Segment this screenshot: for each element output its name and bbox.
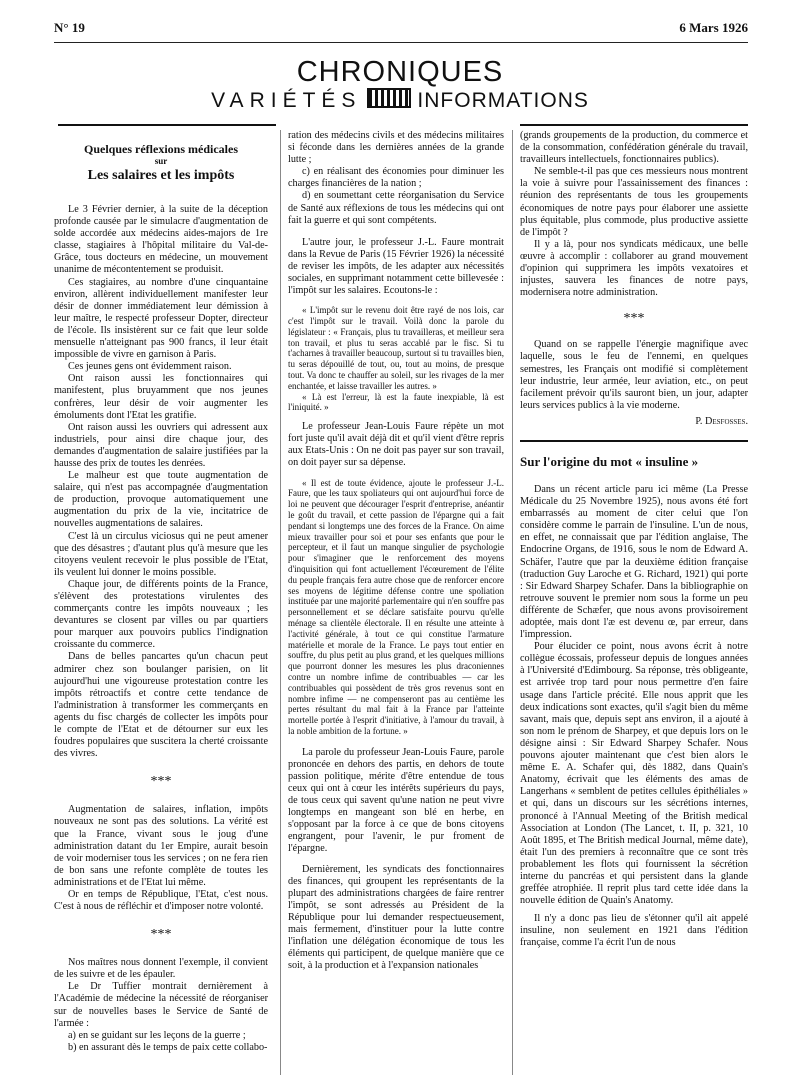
masthead-title: CHRONIQUES	[296, 56, 504, 88]
article-title: Les salaires et les impôts	[87, 168, 235, 183]
quotation: « Il est de toute évidence, ajoute le professeur J.-L. Faure, que les taux spoliateurs qui ont aujourd'hui force de loi ne peuvent que décourager l'esprit d'entreprise, anéantir le goût du travail, et cette passion de l'épargne qui a fait pendant si longtemps une des forces de la France. On aime mieux travailler pour soi et pour ses enfants que pour le percepteur, et il faut un manque singulier de psychologie pour s'imaginer que le renforcement des moyens d'inquisition qui font actuellement l'écœurement de l'élite du peuple français fera autre chose que de renforcer encore ses moyens de légitime défense contre une spoliation instituée par une majorité parlementaire qui n'en souffre pas personnellement et se déclare satisfaite pourvu qu'elle ménage sa clientèle électorale. Il en résulte une atteinte à l'activité générale, à tout ce qui constitue l'armature matérielle et morale de la France. Le pays tout entier en souffre, du plus petit au plus grand, et les quelques millions que pourront donner les mesures les plus draconiennes contre un nombre infime de contribuables — car les contribuables qui possèdent de très gros revenus sont en nombre infime — ne compenseront pas au centième les pertes résultant du mal fait à la France par l'atteinte mortelle portée à l'esprit d'initiative, à l'amour du travail, à la noble ambition de la fortune. »	[288, 477, 504, 736]
article-kicker-sur: sur	[154, 156, 168, 166]
paragraph: Il y a là, pour nos syndicats médicaux, une belle œuvre à accomplir : collaborer au grand mouvement d'opinion qui supprimera les impôts vexatoires et injustes, sauvera les finances de notre pays, modernisera notre administration.	[520, 238, 748, 299]
column-3	[520, 130, 748, 950]
page-header	[54, 20, 748, 43]
issue-date: 6 Mars 1926	[679, 20, 748, 35]
paragraph: Il n'y a donc pas lieu de s'étonner qu'il ait appelé insuline, non seulement en 1921 dans l'édition française, comme l'a écrit l'un de nous	[520, 913, 748, 949]
quotation: « L'impôt sur le revenu doit être rayé de nos lois, car c'est l'impôt sur le travail. Voilà donc la parole du législateur : « Français, plus tu travailleras, et meilleur sera ton travail, et plus tu seras accablé par le fisc. Si tu t'acharnes à travailler beaucoup, surtout si tu travailles bien, tu seras dépouillé de tout, ou, tout au moins, de presque tout. Va donc te chauffer au soleil, sur les rivages de la mer enchantée, et laisse travailler les autres. »	[288, 305, 504, 391]
paragraph: Chaque jour, de différents points de la France, s'élèvent des protestations virulentes des commerçants contre les impôts nouveaux ; les devantures se closent par villes ou par quartiers pour marquer aux pouvoirs publics l'indignation croissante du commerce.	[54, 578, 268, 651]
paragraph: Or en temps de République, l'Etat, c'est nous. C'est à nous de réfléchir et d'imposer notre volonté.	[54, 888, 268, 913]
paragraph: Ces jeunes gens ont évidemment raison.	[68, 361, 232, 373]
paragraph: Ont raison aussi les fonctionnaires qui manifestent, plus bruyamment que nos jeunes confrères, leur désir de voir augmenter les émoluments dont l'Etat les gratifie.	[54, 373, 268, 421]
paragraph: Le malheur est que toute augmentation de salaire, qui n'est pas accompagnée d'augmentation de production, provoque automatiquement une augmentation du prix de la vie, incitatrice de nouvelles augmentations de salaires.	[54, 470, 268, 530]
paragraph: Nos maîtres nous donnent l'exemple, il convient de les suivre et de les épauler.	[54, 957, 268, 981]
paragraph: Le 3 Février dernier, à la suite de la déception profonde causée par le simulacre d'augmentation de solde accordée aux médecins aides-majors de 1re classe, stagiaires à l'hôpital militaire du Val-de-Grâce, tous docteurs en médecine, un mouvement unanime de mécontentement se produisit.	[54, 204, 268, 276]
paragraph: Le Dr Tuffier montrait dernièrement à l'Académie de médecine la nécessité de réorganiser sur de nouvelles bases le Service de Santé de l'armée :	[54, 981, 268, 1029]
masthead-subtitle	[0, 88, 800, 113]
section-separator: ***	[150, 774, 172, 790]
article-title-insuline: Sur l'origine du mot « insuline »	[520, 453, 699, 469]
paragraph: Le professeur Jean-Louis Faure répète un mot fort juste qu'il avait déjà dit et qu'il vient d'être repris aux Etats-Unis : On ne doit pas payer sur son travail, on doit payer sur sa dépense.	[288, 421, 504, 469]
paragraph: Ont raison aussi les ouvriers qui adressent aux industriels, pour ainsi dire chaque jour, des demandes d'augmentation de salaire justifiées par la hausse des prix de toutes les denrées.	[54, 421, 268, 469]
section-separator: ***	[150, 927, 172, 943]
paragraph: L'autre jour, le professeur J.-L. Faure montrait dans la Revue de Paris (15 Février 1926) la nécessité de reviser les impôts, de les adapter aux nécessités sociales, en supprimant notamment cette billevesée : l'impôt sur les salaires. Ecoutons-le :	[288, 236, 504, 297]
column-1	[54, 130, 268, 1054]
paragraph: La parole du professeur Jean-Louis Faure, parole prononcée en dehors des partis, en dehors de toute passion politique, mérite d'être entendue de tous ceux qui ont à cœur les intérêts supérieurs du pays, de tous ceux qui savent qu'une nation ne peut vivre longtemps en mangeant son blé en herbe, en s'opposant par la force à ce que de bons citoyens engrangent, pour l'avenir, le pur froment de l'épargne.	[288, 746, 504, 855]
paragraph: Dans de belles pancartes qu'un chacun peut admirer chez son boulanger parisien, on lit aujourd'hui une vigoureuse protestation contre les impôts rétroactifs et contre cette tendance de l'administration à transformer les commerçants en agents du fisc chargés de collecter les impôts pour le compte de l'Etat et de détourner sur eux les foudres populaires que suscitera la cherté croissante des vivres.	[54, 651, 268, 760]
section-rule	[520, 440, 748, 442]
paragraph: Pour élucider ce point, nous avons écrit à notre collègue écossais, professeur depuis de longues années à l'Université d'Edimbourg. Sa réponse, très obligeante, est arrivée trop tard pour nous permettre d'en faire usage dans l'article précité. Elle nous apprit que les deux indications sont exactes, qu'il s'agit bien du même savant, mais que, depuis sept ans environ, il a ajouté à son nom le prénom de Sharpey, et que depuis lors on le désigne ainsi : Sir Edward Sharpey Schafer. Nous pouvons ajouter maintenant que c'est bien alors le même E. A. Schafer qui, dès 1882, dans Quain's Anatomy, écrivait que les éléments des amas de Langerhans « semblent de petites cellules épithéliales » et qui, dans un discours sur les sécrétions internes, prononcé à l'Annual Meeting of the British medical Association at London (The Lancet, t. II, p. 321, 10 Août 1895, et The British medical Journal, même date), était l'un des premiers à reconnaître que ce sont très probablement les flots qui fournissent la sécrétion interne du pancréas et qui persistent dans la glande greffée atrophiée. Il reprit plus tard cette idée dans la nouvelle édition de Quain's Anatomy.	[520, 641, 748, 907]
top-rule-right	[520, 124, 748, 126]
article-kicker: Quelques réflexions médicales	[84, 142, 238, 156]
column-2	[288, 130, 504, 972]
section-separator: ***	[623, 311, 645, 327]
issue-number: N° 19	[54, 20, 85, 35]
quotation: « Là est l'erreur, là est la faute inexpiable, là est l'iniquité. »	[288, 391, 504, 413]
masthead-right: INFORMATIONS	[417, 89, 589, 112]
paragraph: Quand on se rappelle l'énergie magnifique avec laquelle, sous le feu de l'ennemi, en quelques semestres, les Français ont modifié si complètement leur industrie, leur armée, leur aviation, etc., on peut facilement prévoir qu'ils sauront bien, un jour, adapter leurs services publics à la vie moderne.	[520, 339, 748, 411]
paragraph: (grands groupements de la production, du commerce et de la consommation, confédération générale du travail, travailleurs intellectuels, fonctionnaires publics).	[520, 130, 748, 166]
masthead-left: VARIÉTÉS	[211, 89, 362, 112]
paragraph: ration des médecins civils et des médecins militaires si féconde dans les dernières années de la grande lutte ;	[288, 130, 504, 166]
top-rule-left	[58, 124, 276, 126]
paragraph: Dans un récent article paru ici même (La Presse Médicale du 25 Novembre 1925), nous avons été fort embarrassés au moment de citer celui que l'on considère comme le parrain de l'insuline. L'un de nous, en effet, ne connaissait que par l'édition anglaise, The Endocrine Organs, de 1916, sous le nom de Edward A. Schäfer, l'autre que par la deuxième édition française (traduction Guy Laroche et G. Richard, 1921) qui porte : Sir Edward Sharpey Schafer. Dans la bibliographie on retrouve souvent le premier nom sous la forme un peu différente de Schæfer, que nous avons provisoirement adoptée, mais dont l'æ est devenu œ, par erreur, dans l'impression.	[520, 483, 748, 641]
signature: P. Desfosses.	[695, 415, 748, 427]
paragraph: c) en réalisant des économies pour diminuer les charges financières de la nation ;	[288, 166, 504, 190]
column-divider	[512, 130, 513, 1075]
paragraph: Augmentation de salaires, inflation, impôts nouveaux ne sont pas des solutions. La vérité est que la France, vivant sous le joug d'une administration datant du 1er Empire, aurait besoin de voir moderniser tous les services ; on ne fera rien de bon sans une refonte complète de toutes les administrations et de l'Etat lui même.	[54, 804, 268, 888]
paragraph: b) en assurant dès le temps de paix cette collabo-	[68, 1041, 268, 1053]
paragraph: d) en soumettant cette réorganisation du Service de Santé aux réflexions de tous les médecins qui ont fait la guerre et qui sont compétents.	[288, 190, 504, 226]
paragraph: Ne semble-t-il pas que ces messieurs nous montrent la voie à suivre pour l'assainissement des finances : réunion des représentants de tous les groupements économiques de notre pays pour élaborer une assiette plus équitable, plus commode, plus productive assiette de l'impôt ?	[520, 166, 748, 238]
masthead-logo-icon	[367, 88, 411, 108]
paragraph: Ces stagiaires, au nombre d'une cinquantaine environ, allèrent individuellement manifester leur désir de donner immédiatement leur démission à leur maître, le respecté professeur Dopter, directeur de l'école. Ils insistèrent sur ce fait que leur solde mensuelle n'atteignant pas 900 francs, il leur était impossible de vivre en garnison à Paris.	[54, 276, 268, 361]
paragraph: Dernièrement, les syndicats des fonctionnaires des finances, qui groupent les représentants de la plupart des administrations chargées de faire rentrer l'impôt, se sont adressés au Président de la République pour lui demander respectueusement, mais fermement, d'instituer pour la lutte contre l'inflation une délégation économique de tous les éléments qui participent, de quelque manière que ce soit, à la production et à l'expansion nationales	[288, 863, 504, 972]
column-divider	[280, 130, 281, 1075]
paragraph: C'est là un circulus viciosus qui ne peut amener que des désastres ; d'autant plus qu'à mesure que les citoyens veulent recevoir le plus possible de l'Etat, ils veulent lui donner le moins possible.	[54, 530, 268, 578]
paragraph: a) en se guidant sur les leçons de la guerre ;	[68, 1029, 246, 1041]
